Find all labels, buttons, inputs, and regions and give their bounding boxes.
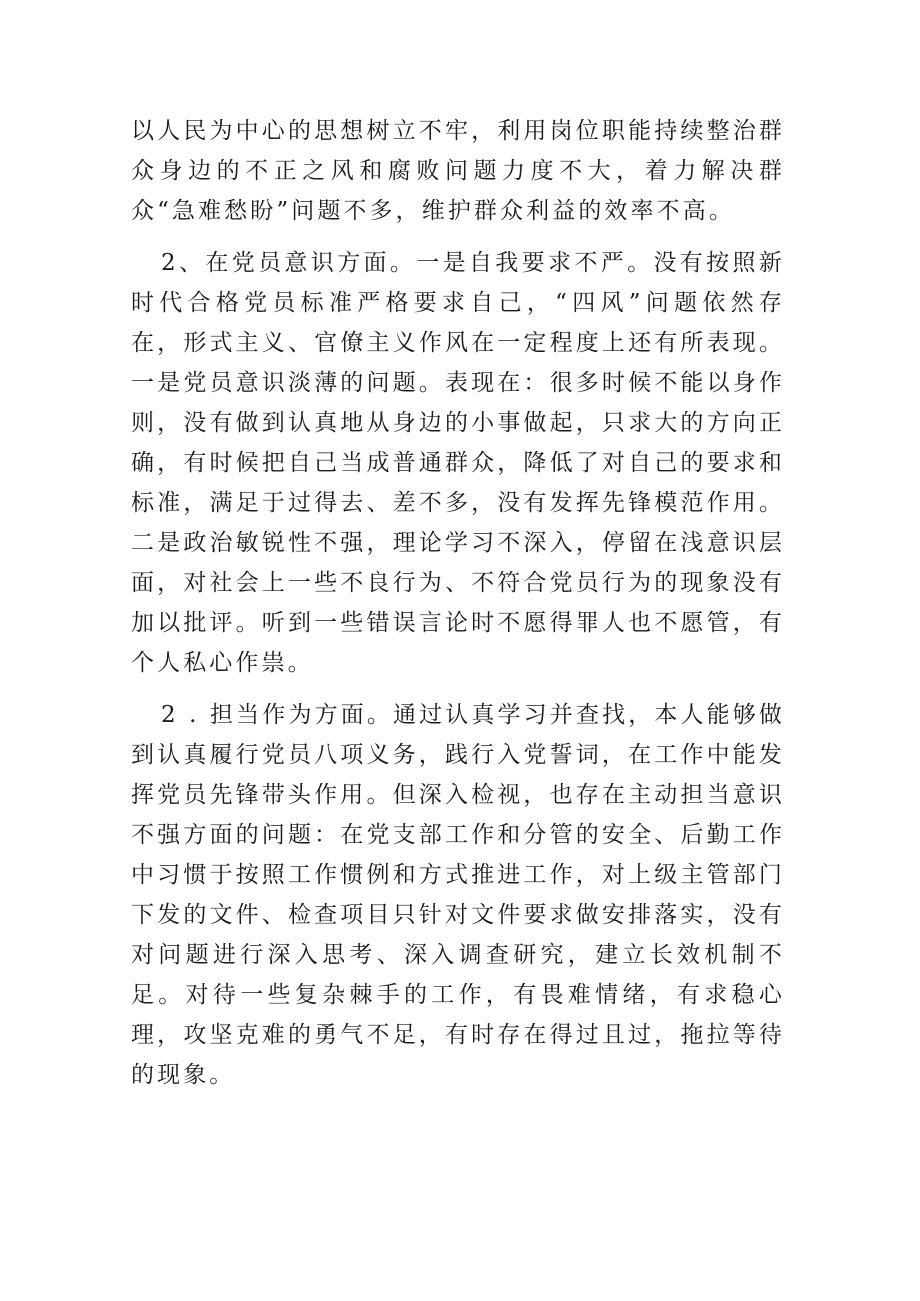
paragraph-continuation: 以人民为中心的思想树立不牢，利用岗位职能持续整治群众身边的不正之风和腐败问题力度不大，着力解决群众“急难愁盼”问题不多，维护群众利益的效率不高。: [131, 118, 785, 224]
paragraph-responsibility: 2 . 担当作为方面。通过认真学习并查找，本人能够做到认真履行党员八项义务，践行入党誓词，在工作中能发挥党员先锋带头作用。但深入检视，也存在主动担当意识不强方面的问题：在党支部工作和分管的安全、后勤工作中习惯于按照工作惯例和方式推进工作，对上级主管部门下发的文件、检查项目只针对文件要求做安排落实，没有对问题进行深入思考、深入调查研究，建立长效机制不足。对待一些复杂棘手的工作，有畏难情绪，有求稳心理，攻坚克难的勇气不足，有时存在得过且过，拖拉等待的现象。: [131, 702, 785, 1088]
document-body: [131, 111, 785, 1095]
paragraph-party-awareness: 2、在党员意识方面。一是自我要求不严。没有按照新时代合格党员标准严格要求自己，“四风”问题依然存在，形式主义、官僚主义作风在一定程度上还有所表现。一是党员意识淡薄的问题。表现在：很多时候不能以身作则，没有做到认真地从身边的小事做起，只求大的方向正确，有时候把自己当成普通群众，降低了对自己的要求和标准，满足于过得去、差不多，没有发挥先锋模范作用。二是政治敏锐性不强，理论学习不深入，停留在浅意识层面，对社会上一些不良行为、不符合党员行为的现象没有加以批评。听到一些错误言论时不愿得罪人也不愿管，有个人私心作祟。: [131, 250, 785, 676]
